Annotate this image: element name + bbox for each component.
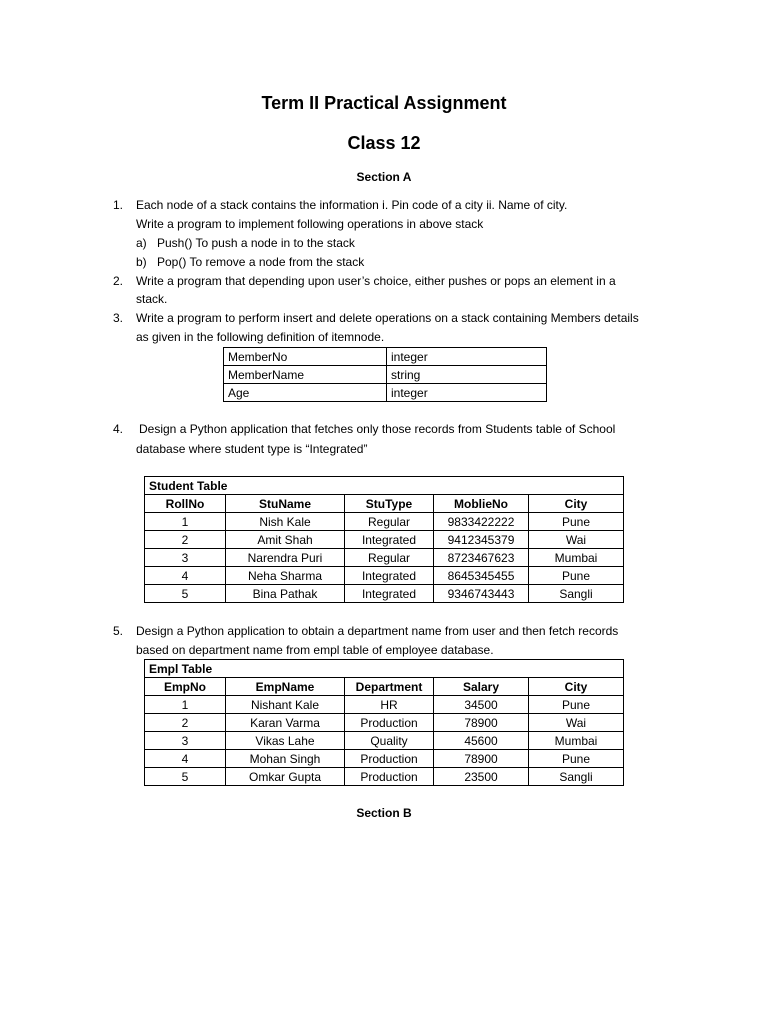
- table-cell: Bina Pathak: [226, 585, 345, 603]
- table-cell: 3: [145, 549, 226, 567]
- table-row: [145, 567, 624, 585]
- section-b-heading: Section B: [356, 806, 412, 820]
- table-cell: 9833422222: [434, 513, 529, 531]
- table-cell: 9346743443: [434, 585, 529, 603]
- q1-line2: Write a program to implement following operations in above stack: [136, 217, 484, 231]
- section-a-heading: Section A: [356, 170, 412, 184]
- itemnode-table: [223, 347, 547, 402]
- table-caption-row: [145, 477, 624, 495]
- q1-a-label: a): [136, 236, 147, 250]
- q1-number: 1.: [113, 198, 124, 212]
- table-cell: 1: [145, 696, 226, 714]
- column-header: City: [529, 678, 624, 696]
- table-cell: Production: [345, 714, 434, 732]
- table-cell: Wai: [529, 531, 624, 549]
- table-cell: 23500: [434, 768, 529, 786]
- table-cell: Pune: [529, 696, 624, 714]
- q4-line1: Design a Python application that fetches only those records from Students table of School: [139, 422, 616, 436]
- column-header: StuType: [345, 495, 434, 513]
- table-cell: Regular: [345, 513, 434, 531]
- table-cell: Integrated: [345, 567, 434, 585]
- table-header-row: [145, 495, 624, 513]
- table-cell: Narendra Puri: [226, 549, 345, 567]
- table-cell: 5: [145, 585, 226, 603]
- table-cell: 45600: [434, 732, 529, 750]
- table-cell: 9412345379: [434, 531, 529, 549]
- table-row: [145, 549, 624, 567]
- table-cell: 8723467623: [434, 549, 529, 567]
- table-cell: Integrated: [345, 531, 434, 549]
- table-caption-row: [145, 660, 624, 678]
- q1-a-text: Push() To push a node in to the stack: [157, 236, 355, 250]
- table-cell: Pune: [529, 513, 624, 531]
- table-cell: 78900: [434, 714, 529, 732]
- table-cell: Nishant Kale: [226, 696, 345, 714]
- table-cell: Age: [224, 384, 387, 402]
- document-title: Term II Practical Assignment: [261, 93, 507, 113]
- table-cell: 78900: [434, 750, 529, 768]
- table-cell: Production: [345, 750, 434, 768]
- table-row: [224, 366, 547, 384]
- table-cell: integer: [387, 348, 547, 366]
- table-row: [145, 531, 624, 549]
- q2-number: 2.: [113, 274, 124, 288]
- column-header: Department: [345, 678, 434, 696]
- table-row: [145, 732, 624, 750]
- table-cell: Pune: [529, 567, 624, 585]
- table-row: [145, 714, 624, 732]
- q3-line2: as given in the following definition of itemnode.: [136, 330, 385, 344]
- table-cell: Pune: [529, 750, 624, 768]
- table-cell: 5: [145, 768, 226, 786]
- table-cell: Mohan Singh: [226, 750, 345, 768]
- table-cell: Mumbai: [529, 549, 624, 567]
- table-row: [145, 513, 624, 531]
- column-header: MoblieNo: [434, 495, 529, 513]
- table-cell: 4: [145, 750, 226, 768]
- table-cell: Regular: [345, 549, 434, 567]
- table-cell: integer: [387, 384, 547, 402]
- table-cell: 2: [145, 714, 226, 732]
- table-row: [145, 696, 624, 714]
- q5-number: 5.: [113, 624, 124, 638]
- column-header: EmpNo: [145, 678, 226, 696]
- table-row: [145, 768, 624, 786]
- table-cell: 2: [145, 531, 226, 549]
- q2-line1: Write a program that depending upon user’s choice, either pushes or pops an element in a: [136, 274, 616, 288]
- q5-line2: based on department name from empl table of employee database.: [136, 643, 494, 657]
- table-cell: Sangli: [529, 768, 624, 786]
- table-cell: Amit Shah: [226, 531, 345, 549]
- q3-number: 3.: [113, 311, 124, 325]
- table-cell: 3: [145, 732, 226, 750]
- table-row: [145, 585, 624, 603]
- table-caption: Empl Table: [145, 660, 624, 678]
- class-heading: Class 12: [347, 133, 421, 153]
- table-caption: Student Table: [145, 477, 624, 495]
- table-cell: Neha Sharma: [226, 567, 345, 585]
- q5-line1: Design a Python application to obtain a department name from user and then fetch records: [136, 624, 619, 638]
- q4-number: 4.: [113, 422, 124, 436]
- student-table: [144, 476, 624, 603]
- column-header: Salary: [434, 678, 529, 696]
- q1-b-label: b): [136, 255, 147, 269]
- table-cell: Sangli: [529, 585, 624, 603]
- q2-line2: stack.: [136, 292, 168, 306]
- column-header: StuName: [226, 495, 345, 513]
- table-cell: 4: [145, 567, 226, 585]
- table-cell: Omkar Gupta: [226, 768, 345, 786]
- column-header: EmpName: [226, 678, 345, 696]
- q4-line2: database where student type is “Integrated”: [136, 442, 368, 456]
- empl-table: [144, 659, 624, 786]
- table-row: [145, 750, 624, 768]
- q1-line1: Each node of a stack contains the information i. Pin code of a city ii. Name of city.: [136, 198, 568, 212]
- table-cell: Karan Varma: [226, 714, 345, 732]
- table-cell: MemberNo: [224, 348, 387, 366]
- table-cell: 1: [145, 513, 226, 531]
- table-cell: Production: [345, 768, 434, 786]
- q1-b-text: Pop() To remove a node from the stack: [157, 255, 365, 269]
- table-row: [224, 348, 547, 366]
- table-cell: Wai: [529, 714, 624, 732]
- table-header-row: [145, 678, 624, 696]
- table-cell: HR: [345, 696, 434, 714]
- column-header: City: [529, 495, 624, 513]
- q3-line1: Write a program to perform insert and delete operations on a stack containing Members details: [136, 311, 639, 325]
- table-row: [224, 384, 547, 402]
- table-cell: Mumbai: [529, 732, 624, 750]
- table-cell: string: [387, 366, 547, 384]
- table-cell: 8645345455: [434, 567, 529, 585]
- table-cell: Nish Kale: [226, 513, 345, 531]
- table-cell: Integrated: [345, 585, 434, 603]
- column-header: RollNo: [145, 495, 226, 513]
- table-cell: 34500: [434, 696, 529, 714]
- table-cell: MemberName: [224, 366, 387, 384]
- table-cell: Quality: [345, 732, 434, 750]
- table-cell: Vikas Lahe: [226, 732, 345, 750]
